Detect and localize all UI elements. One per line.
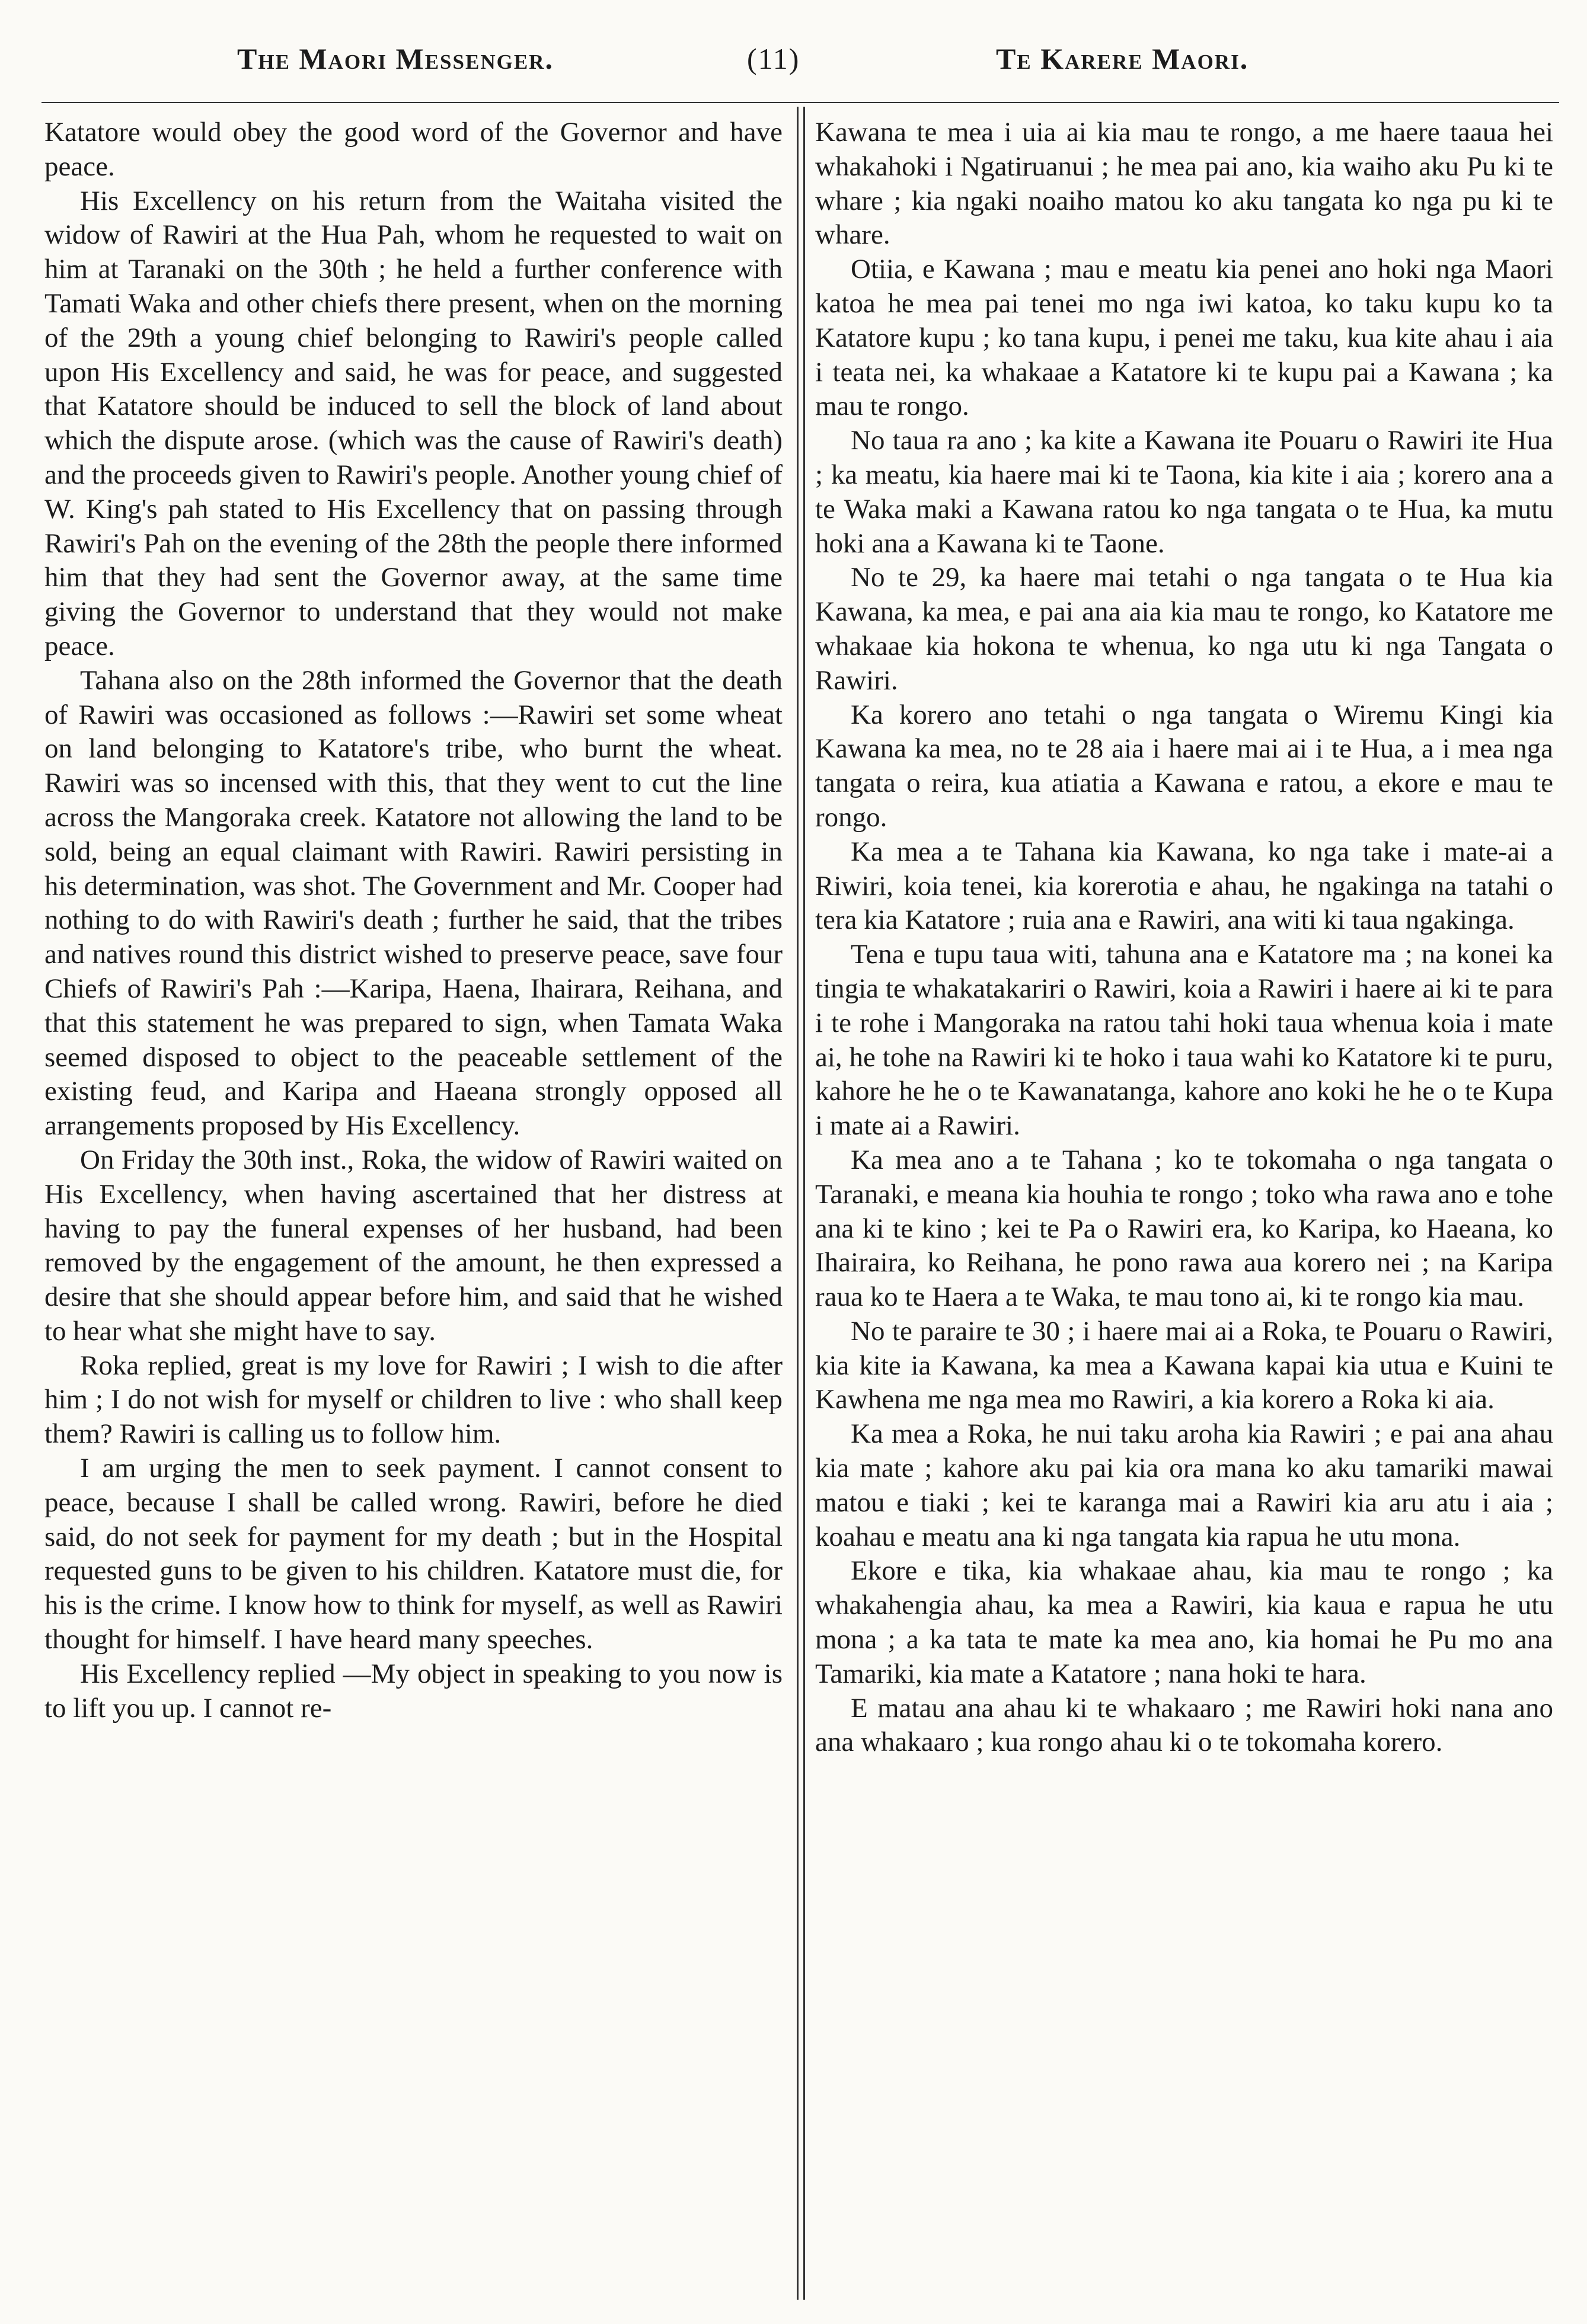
maori-paragraph: Tena e tupu taua witi, tahuna ana e Katatore ma ; na konei ka tingia te whakatakariri o Rawiri, koia a Rawiri i haere ai ki te para i te rohe i Mangoraka na ratou tahi hoki taua whenua koia i mate ai, he tohe na Rawiri ki te hoko i taua wahi ko Katatore ki te puru, kahore he he o te Kawanatanga, kahore ano koki he he o te Kupa i mate ai a Rawiri.: [815, 939, 1553, 1142]
english-paragraph: Katatore would obey the good word of the Governor and have peace.: [44, 117, 783, 182]
english-paragraph: His Excellency on his return from the Waitaha visited the widow of Rawiri at the Hua Pah, whom he requested to wait on him at Taranaki on the 30th ; he held a further conference with Tamati Waka and other chiefs there present, when on the morning of the 29th a young chief belonging to Rawiri's people called upon His Excellency and said, he was for peace, and suggested that Katatore should be induced to sell the block of land about which the dispute arose. (which was the cause of Rawiri's death) and the proceeds given to Rawiri's people. Another young chief of W. King's pah stated to His Excellency that on passing through Rawiri's Pah on the evening of the 28th the people there informed him that they had sent the Governor away, at the same time giving the Governor to understand that they would not make peace.: [44, 185, 783, 661]
header-english-title: The Maori Messenger.: [237, 42, 554, 75]
maori-paragraph: No te 29, ka haere mai tetahi o nga tangata o te Hua kia Kawana, ka mea, e pai ana aia kia mau te rongo, ko Katatore me whakaae kia hokona te whenua, ko nga utu ki nga Tangata o Rawiri.: [815, 562, 1553, 696]
maori-paragraph: No te paraire te 30 ; i haere mai ai a Roka, te Pouaru o Rawiri, kia kite ia Kawana, ka mea a Kawana kapai kia utua e Kuini te Kawhena me nga mea mo Rawiri, a kia korero a Roka ki aia.: [815, 1315, 1553, 1415]
column-divider: [797, 107, 805, 2300]
maori-paragraph: E matau ana ahau ki te whakaaro ; me Rawiri hoki nana ano ana whakaaro ; kua rongo ahau ki o te tokomaha korero.: [815, 1692, 1553, 1758]
english-column: [44, 116, 783, 2297]
english-paragraph: Roka replied, great is my love for Rawiri ; I wish to die after him ; I do not wish for myself or children to live : who shall keep them? Rawiri is calling us to follow him.: [44, 1350, 783, 1450]
maori-paragraph: Otiia, e Kawana ; mau e meatu kia penei ano hoki nga Maori katoa he mea pai tenei mo nga iwi katoa, ko taku kupu ko ta Katatore kupu ; ko tana kupu, i penei me taku, kua kite ahau i aia i teata nei, ka whakaae a Katatore ki te kupu pai a Kawana ; ka mau te rongo.: [815, 254, 1553, 422]
header-rule: [41, 102, 1559, 103]
maori-paragraph: Ka mea a Roka, he nui taku aroha kia Rawiri ; e pai ana ahau kia mate ; kahore aku pai kia ora mana ko aku tamariki mawai matou e tiaki ; kei te karanga mai a Rawiri kia aru atu i aia ; koahau e meatu ana ki nga tangata kia rapua he utu mona.: [815, 1418, 1553, 1552]
page-header: [0, 41, 1587, 95]
english-paragraph: I am urging the men to seek payment. I cannot consent to peace, because I shall be called wrong. Rawiri, before he died said, do not seek for payment for my death ; but in the Hospital requested guns to be given to his children. Katatore must die, for his is the crime. I know how to think for myself, as well as Rawiri thought for himself. I have heard many speeches.: [44, 1453, 783, 1655]
maori-paragraph: Kawana te mea i uia ai kia mau te rongo, a me haere taaua hei whakahoki i Ngatiruanui ; he mea pai ano, kia waiho aku Pu ki te whare ; kia ngaki noaiho matou ko aku tangata ko nga pu ki te whare.: [815, 117, 1553, 251]
english-paragraph: On Friday the 30th inst., Roka, the widow of Rawiri waited on His Excellency, when having ascertained that her distress at having to pay the funeral expenses of her husband, had been removed by the engagement of the amount, he then expressed a desire that she should appear before him, and said that he wished to hear what she might have to say.: [44, 1144, 783, 1347]
english-paragraph: His Excellency replied —My object in speaking to you now is to lift you up. I cannot re-: [44, 1658, 783, 1724]
english-paragraph: Tahana also on the 28th informed the Governor that the death of Rawiri was occasioned as follows :—Rawiri set some wheat on land belonging to Katatore's tribe, who burnt the wheat. Rawiri was so incensed with this, that they went to cut the line across the Mangoraka creek. Katatore not allowing the land to be sold, being an equal claimant with Rawiri. Rawiri persisting in his determination, was shot. The Government and Mr. Cooper had nothing to do with Rawiri's death ; further he said, that the tribes and natives round this district wished to preserve peace, save four Chiefs of Rawiri's Pah :—Karipa, Haena, Ihairara, Reihana, and that this statement he was prepared to sign, when Tamata Waka seemed disposed to object to the peaceable settlement of the existing feud, and Karipa and Haeana strongly opposed all arrangements proposed by His Excellency.: [44, 664, 783, 1142]
page-number: (11): [747, 42, 800, 75]
maori-paragraph: Ekore e tika, kia whakaae ahau, kia mau te rongo ; ka whakahengia ahau, ka mea a Rawiri, kia kaua e rapua he utu mona ; a ka tata te mate ka mea ano, kia homai he Pu mo ana Tamariki, kia mate a Katatore ; nana hoki te hara.: [815, 1555, 1553, 1689]
maori-paragraph: Ka korero ano tetahi o nga tangata o Wiremu Kingi kia Kawana ka mea, no te 28 aia i haere mai ai i te Hua, a i mea nga tangata o reira, kua atiatia a Kawana e ratou, a ekore e mau te rongo.: [815, 699, 1553, 833]
maori-paragraph: Ka mea ano a te Tahana ; ko te tokomaha o nga tangata o Taranaki, e meana kia houhia te rongo ; toko wha rawa ano e tohe ana ki te kino ; kei te Pa o Rawiri era, ko Karipa, ko Haeana, ko Ihairaira, ko Reihana, he pono rawa aua korero nei ; na Karipa raua ko te Haera a te Waka, te mau tono ai, ki te rongo kia mau.: [815, 1144, 1553, 1313]
maori-column: [815, 116, 1553, 2297]
maori-paragraph: No taua ra ano ; ka kite a Kawana ite Pouaru o Rawiri ite Hua ; ka meatu, kia haere mai ki te Taona, kia kite i aia ; korero ana a te Waka maki a Kawana ratou ko nga tangata o te Hua, ka mutu hoki ana a Kawana ki te Taone.: [815, 425, 1553, 559]
maori-paragraph: Ka mea a te Tahana kia Kawana, ko nga take i mate-ai a Riwiri, koia tenei, kia korerotia e ahau, he ngakinga na tatahi o tera kia Katatore ; ruia ana e Rawiri, ana witi ki taua ngakinga.: [815, 836, 1553, 936]
header-maori-title: Te Karere Maori.: [996, 42, 1249, 75]
